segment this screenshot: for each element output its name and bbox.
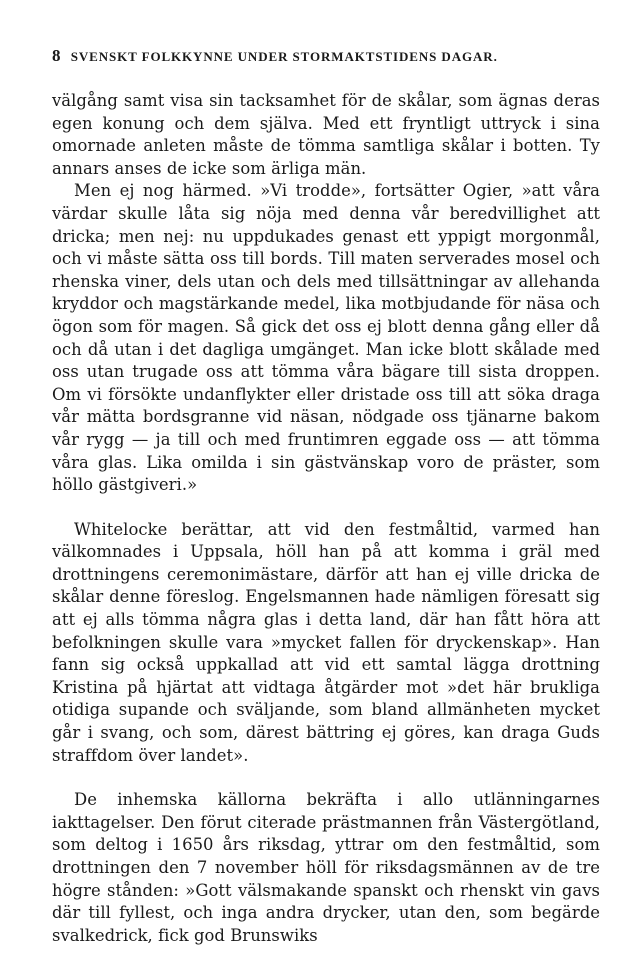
paragraph-ogier-quote: Men ej nog härmed. »Vi trodde», fortsätter Ogier, »att våra värdar skulle låta sig nöja med denna vår beredvillighet att dricka; men nej: nu uppdukades genast ett yppigt morgonmål, och vi måste sätta oss till bords. Till maten serverades mosel och rhenska viner, dels utan och dels med tillsättningar av allehanda kryddor och magstärkande medel, lika motbjudande för näsa och ögon som för magen. Så gick det oss ej blott denna gång eller då och då utan i det dagliga umgänget. Man icke blott skålade med oss utan trugade oss att tömma våra bägare till sista droppen. Om vi försökte undanflykter eller dristade oss till att söka draga vår mätta bordsgranne vid näsan, nödgade oss tjänarne bakom vår rygg — ja till och med fruntimren eggade oss — att tömma våra glas. Lika omilda i sin gästvänskap voro de präster, som höllo gästgiveri.»	[52, 181, 600, 495]
paragraph-inhemska-kallorna: De inhemska källorna bekräfta i allo utlänningarnes iakttagelser. Den förut citerade prästmannen från Västergötland, som deltog i 1650 års riksdag, yttrar om den festmåltid, som drottningen den 7 november höll för riksdagsmännen av de tre högre stånden: »Gott välsmakande spanskt och rhenskt vin gavs där till fyllest, och inga andra drycker, utan den, som begärde svalkedrick, fick god Brunswiks	[52, 790, 600, 945]
body-text	[52, 90, 600, 947]
page-number: 8	[52, 46, 61, 65]
paragraph-continuation: välgång samt visa sin tacksamhet för de skålar, som ägnas deras egen konung och dem själva. Med ett fryntligt uttryck i sina omornade anleten måste de tömma samtliga skålar i botten. Ty annars anses de icke som ärliga män.	[52, 91, 600, 178]
paragraph-whitelocke: Whitelocke berättar, att vid den festmåltid, varmed han välkomnades i Uppsala, höll han på att komma i gräl med drottningens ceremonimästare, därför att han ej ville dricka de skålar denne föreslog. Engelsmannen hade nämligen föresatt sig att ej alls tömma några glas i detta land, där han fått höra att befolkningen skulle vara »mycket fallen för dryckenskap». Han fann sig också uppkallad att vid ett samtal lägga drottning Kristina på hjärtat att vidtaga åtgärder mot »det här brukliga otidiga supande och sväljande, som bland allmänheten mycket går i svang, och som, därest bättring ej göres, kan draga Guds straffdom över landet».	[52, 519, 600, 765]
book-page	[52, 46, 600, 947]
running-head	[52, 46, 600, 72]
page-header-title: SVENSKT FOLKKYNNE UNDER STORMAKTSTIDENS DAGAR.	[70, 49, 498, 64]
